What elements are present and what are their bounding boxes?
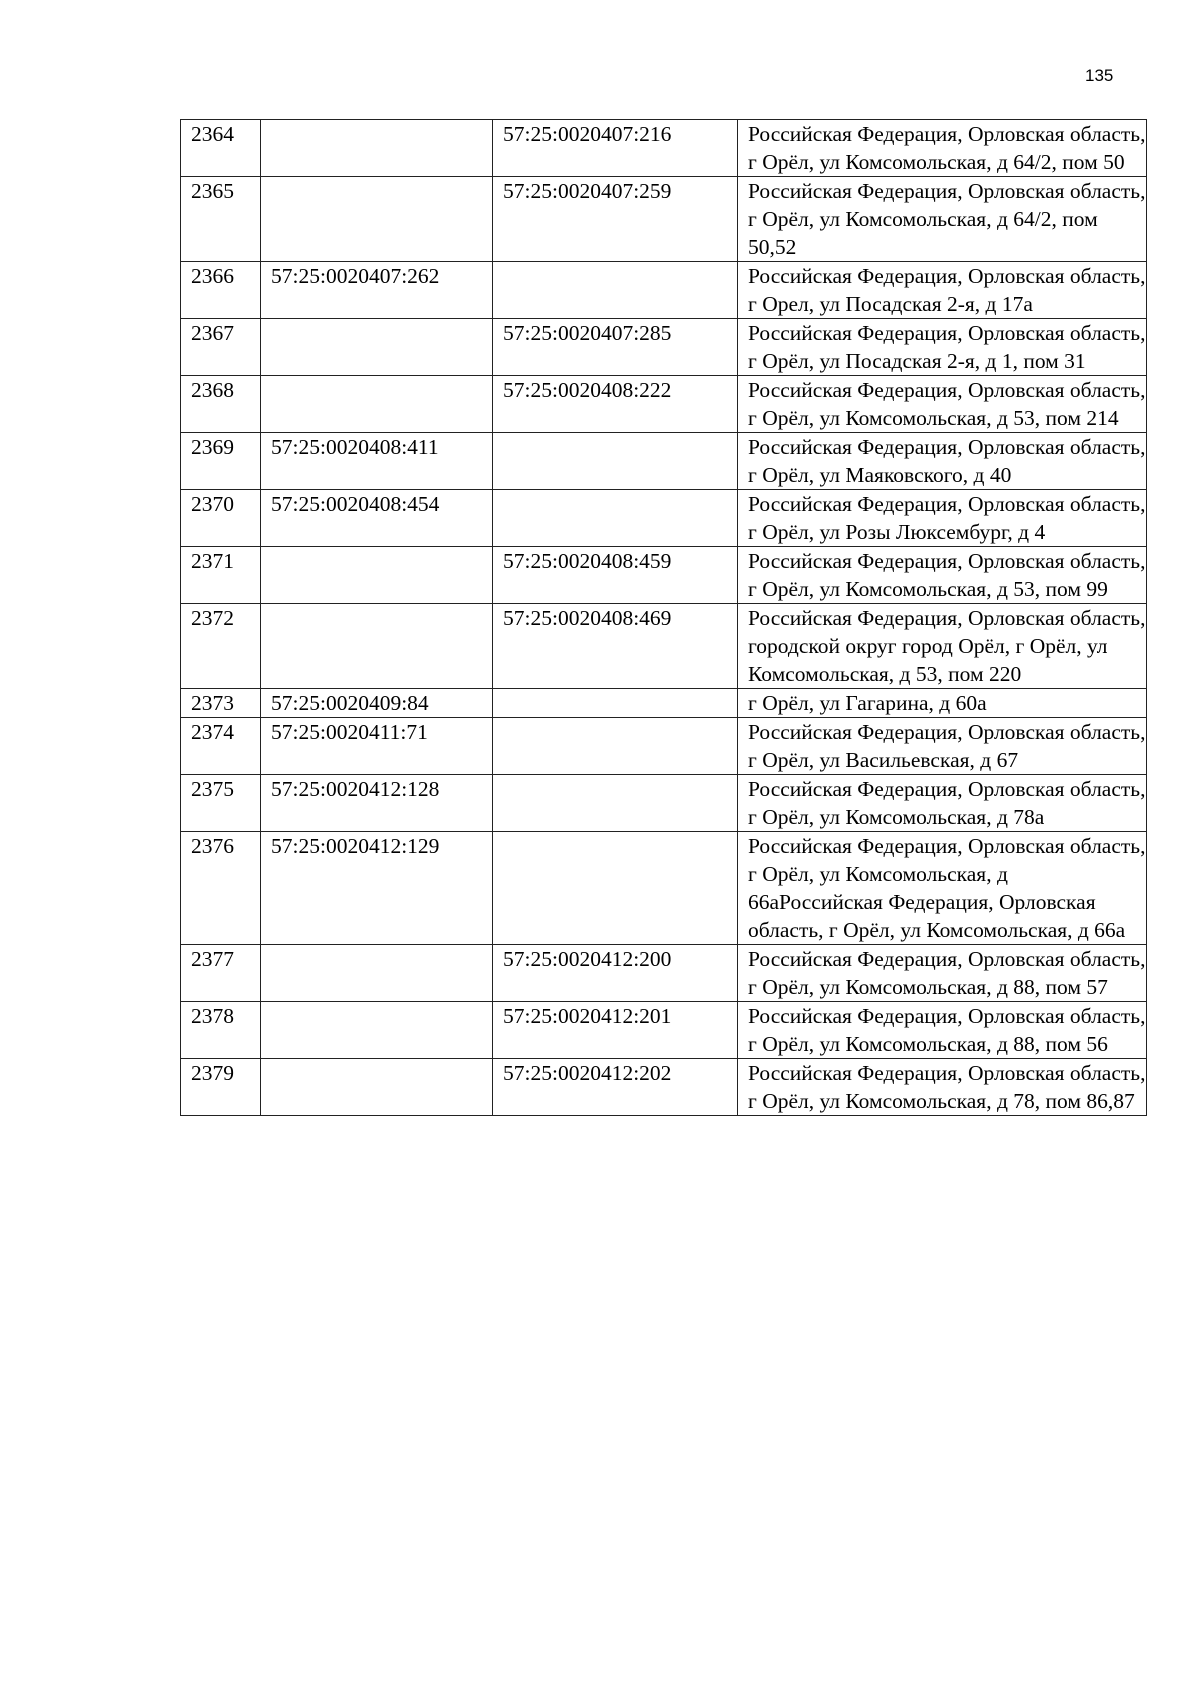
registry-table-body <box>181 120 1147 1116</box>
cadastral-object-number-cell <box>261 376 493 433</box>
row-number-cell: 2370 <box>181 490 261 547</box>
cadastral-object-number-cell <box>261 945 493 1002</box>
cadastral-object-number-cell: 57:25:0020409:84 <box>261 689 493 718</box>
row-number-cell: 2378 <box>181 1002 261 1059</box>
cadastral-object-number-cell <box>261 177 493 262</box>
cadastral-room-number-cell: 57:25:0020408:222 <box>493 376 738 433</box>
cadastral-object-number-cell <box>261 547 493 604</box>
table-row <box>181 376 1147 433</box>
table-row <box>181 832 1147 945</box>
page-number: 135 <box>1085 66 1114 85</box>
table-row <box>181 1059 1147 1116</box>
row-number-cell: 2366 <box>181 262 261 319</box>
cadastral-room-number-cell <box>493 490 738 547</box>
address-cell: Российская Федерация, Орловская область, г Орёл, ул Комсомольская, д 53, пом 214 <box>738 376 1147 433</box>
cadastral-room-number-cell <box>493 689 738 718</box>
cadastral-room-number-cell: 57:25:0020407:285 <box>493 319 738 376</box>
row-number-cell: 2371 <box>181 547 261 604</box>
cadastral-room-number-cell: 57:25:0020407:259 <box>493 177 738 262</box>
table-row <box>181 1002 1147 1059</box>
table-row <box>181 945 1147 1002</box>
table-row <box>181 775 1147 832</box>
address-cell: Российская Федерация, Орловская область, г Орёл, ул Комсомольская, д 88, пом 56 <box>738 1002 1147 1059</box>
table-row <box>181 689 1147 718</box>
row-number-cell: 2374 <box>181 718 261 775</box>
row-number-cell: 2375 <box>181 775 261 832</box>
cadastral-object-number-cell: 57:25:0020411:71 <box>261 718 493 775</box>
cadastral-room-number-cell: 57:25:0020407:216 <box>493 120 738 177</box>
cadastral-room-number-cell <box>493 718 738 775</box>
address-cell: Российская Федерация, Орловская область, г Орёл, ул Комсомольская, д 64/2, пом 50,52 <box>738 177 1147 262</box>
cadastral-room-number-cell: 57:25:0020412:202 <box>493 1059 738 1116</box>
address-cell: Российская Федерация, Орловская область, г Орёл, ул Комсомольская, д 53, пом 99 <box>738 547 1147 604</box>
row-number-cell: 2365 <box>181 177 261 262</box>
cadastral-object-number-cell: 57:25:0020407:262 <box>261 262 493 319</box>
address-cell: Российская Федерация, Орловская область, г Орёл, ул Комсомольская, д 78а <box>738 775 1147 832</box>
row-number-cell: 2367 <box>181 319 261 376</box>
address-cell: Российская Федерация, Орловская область, г Орёл, ул Комсомольская, д 64/2, пом 50 <box>738 120 1147 177</box>
registry-table <box>180 119 1147 1116</box>
cadastral-room-number-cell <box>493 262 738 319</box>
address-cell: Российская Федерация, Орловская область, г Орёл, ул Маяковского, д 40 <box>738 433 1147 490</box>
table-row <box>181 319 1147 376</box>
cadastral-room-number-cell <box>493 832 738 945</box>
row-number-cell: 2376 <box>181 832 261 945</box>
cadastral-object-number-cell <box>261 319 493 376</box>
row-number-cell: 2369 <box>181 433 261 490</box>
cadastral-room-number-cell: 57:25:0020408:459 <box>493 547 738 604</box>
cadastral-room-number-cell <box>493 433 738 490</box>
table-row <box>181 177 1147 262</box>
cadastral-object-number-cell: 57:25:0020408:454 <box>261 490 493 547</box>
cadastral-object-number-cell: 57:25:0020408:411 <box>261 433 493 490</box>
row-number-cell: 2368 <box>181 376 261 433</box>
address-cell: Российская Федерация, Орловская область, г Орёл, ул Комсомольская, д 78, пом 86,87 <box>738 1059 1147 1116</box>
address-cell: Российская Федерация, Орловская область, г Орёл, ул Розы Люксембург, д 4 <box>738 490 1147 547</box>
row-number-cell: 2377 <box>181 945 261 1002</box>
row-number-cell: 2379 <box>181 1059 261 1116</box>
row-number-cell: 2364 <box>181 120 261 177</box>
table-row <box>181 262 1147 319</box>
cadastral-room-number-cell <box>493 775 738 832</box>
cadastral-object-number-cell: 57:25:0020412:129 <box>261 832 493 945</box>
cadastral-object-number-cell <box>261 604 493 689</box>
cadastral-room-number-cell: 57:25:0020412:200 <box>493 945 738 1002</box>
cadastral-room-number-cell: 57:25:0020412:201 <box>493 1002 738 1059</box>
cadastral-room-number-cell: 57:25:0020408:469 <box>493 604 738 689</box>
table-row <box>181 120 1147 177</box>
address-cell: Российская Федерация, Орловская область, г Орёл, ул Комсомольская, д 88, пом 57 <box>738 945 1147 1002</box>
row-number-cell: 2372 <box>181 604 261 689</box>
address-cell: г Орёл, ул Гагарина, д 60а <box>738 689 1147 718</box>
address-cell: Российская Федерация, Орловская область, г Орёл, ул Посадская 2-я, д 1, пом 31 <box>738 319 1147 376</box>
table-row <box>181 490 1147 547</box>
table-row <box>181 718 1147 775</box>
address-cell: Российская Федерация, Орловская область, городской округ город Орёл, г Орёл, ул Комсомольская, д 53, пом 220 <box>738 604 1147 689</box>
address-cell: Российская Федерация, Орловская область, г Орёл, ул Комсомольская, д 66аРоссийская Федерация, Орловская область, г Орёл, ул Комсомольская, д 66а <box>738 832 1147 945</box>
table-row <box>181 433 1147 490</box>
cadastral-object-number-cell <box>261 120 493 177</box>
table-row <box>181 547 1147 604</box>
cadastral-object-number-cell <box>261 1059 493 1116</box>
address-cell: Российская Федерация, Орловская область, г Орёл, ул Васильевская, д 67 <box>738 718 1147 775</box>
cadastral-object-number-cell: 57:25:0020412:128 <box>261 775 493 832</box>
table-row <box>181 604 1147 689</box>
cadastral-object-number-cell <box>261 1002 493 1059</box>
row-number-cell: 2373 <box>181 689 261 718</box>
address-cell: Российская Федерация, Орловская область, г Орел, ул Посадская 2-я, д 17а <box>738 262 1147 319</box>
